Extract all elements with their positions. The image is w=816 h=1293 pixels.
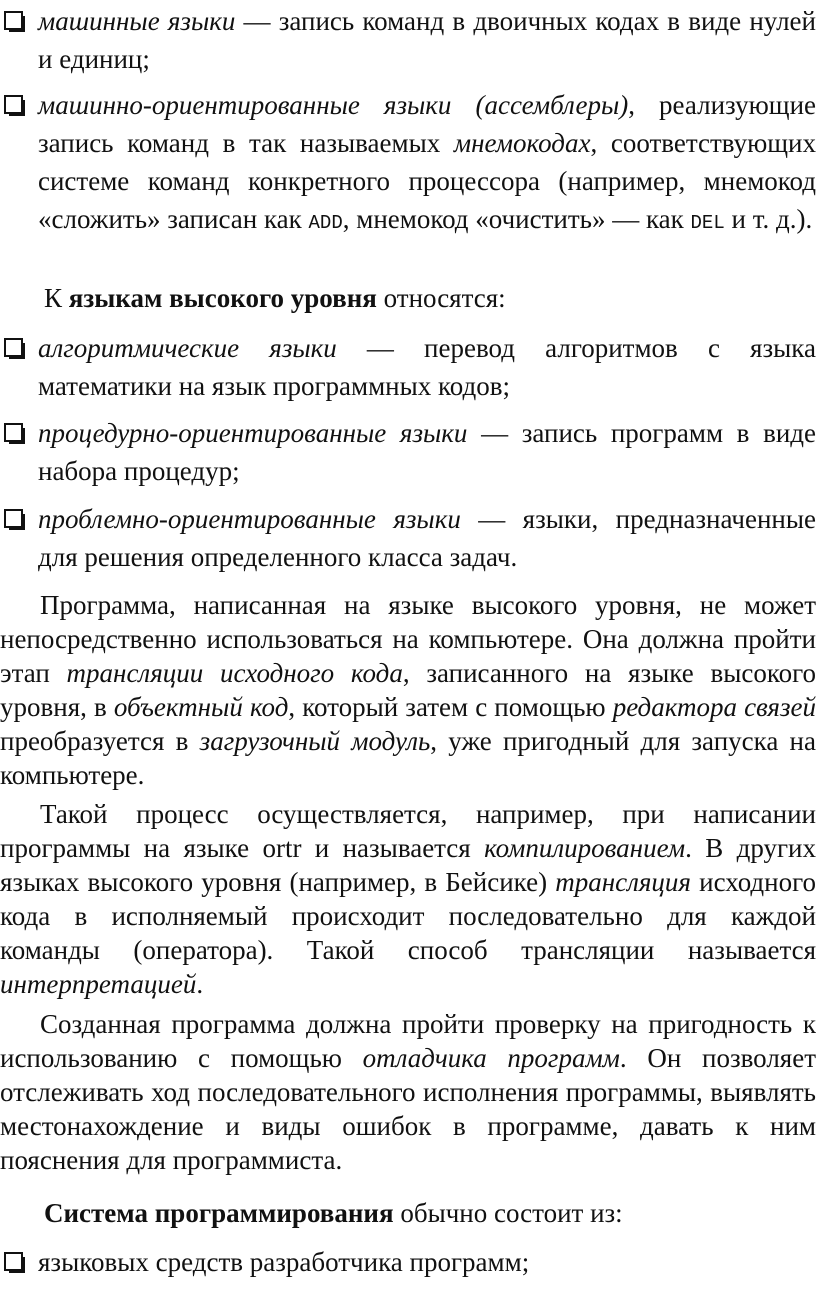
term: машинно-ориентированные языки (ассемблеры): [38, 90, 629, 120]
paragraph-compilation: Такой процесс осуществляется, например, при написании программы на языке ortr и называется компилированием. В других языках высокого уровня (например, в Бейсике) трансляция исходного кода в исполняемый происходит последовательно для каждой команды (оператора). Такой способ трансляции называется интерпретацией.: [0, 799, 816, 999]
term: алгоритмические языки: [38, 333, 337, 363]
checkbox-bullet-icon: [4, 509, 23, 528]
list-item: процедурно-ориентированные языки — запись программ в виде набора процедур;: [0, 414, 816, 490]
high-level-intro: К языкам высокого уровня относятся:: [44, 283, 506, 313]
list-item: языковых средств разработчика программ;: [0, 1243, 816, 1281]
list-item: машинно-ориентированные языки (ассемблеры), реализующие запись команд в так называемых мнемокодах, соответствующих системе команд конкретного процессора (например, мнемокод «сложить» записан как ADD, мнемокод «очистить» — как DEL и т. д.).: [0, 86, 816, 242]
list-item: проблемно-ориентированные языки — языки, предназначенные для решения определенного класса задач.: [0, 500, 816, 576]
term: машинные языки: [38, 6, 236, 36]
checkbox-bullet-icon: [4, 1252, 23, 1271]
term: процедурно-ориентированные языки: [38, 418, 468, 448]
checkbox-bullet-icon: [4, 423, 23, 442]
checkbox-bullet-icon: [4, 95, 23, 114]
checkbox-bullet-icon: [4, 338, 23, 357]
paragraph-debugger: Созданная программа должна пройти проверку на пригодность к использованию с помощью отладчика программ. Он позволяет отслеживать ход последовательного исполнения программы, выявлять местонахождение и виды ошибок в программе, давать к ним пояснения для программиста.: [0, 1009, 816, 1175]
code-del: DEL: [690, 212, 725, 234]
list-item: машинные языки — запись команд в двоичных кодах в виде нулей и единиц;: [0, 2, 816, 78]
paragraph-translation: Программа, написанная на языке высокого уровня, не может непосредственно использоваться на компьютере. Она должна пройти этап трансляции исходного кода, записанного на языке высокого уровня, в объектный код, который затем с помощью редактора связей преобразуется в загрузочный модуль, уже пригодный для запуска на компьютере.: [0, 590, 816, 790]
system-intro: Система программирования обычно состоит из:: [44, 1198, 623, 1228]
checkbox-bullet-icon: [4, 11, 23, 30]
code-add: ADD: [308, 212, 343, 234]
term: проблемно-ориентированные языки: [38, 504, 461, 534]
list-item: алгоритмические языки — перевод алгоритмов с языка математики на язык программных кодов;: [0, 329, 816, 405]
